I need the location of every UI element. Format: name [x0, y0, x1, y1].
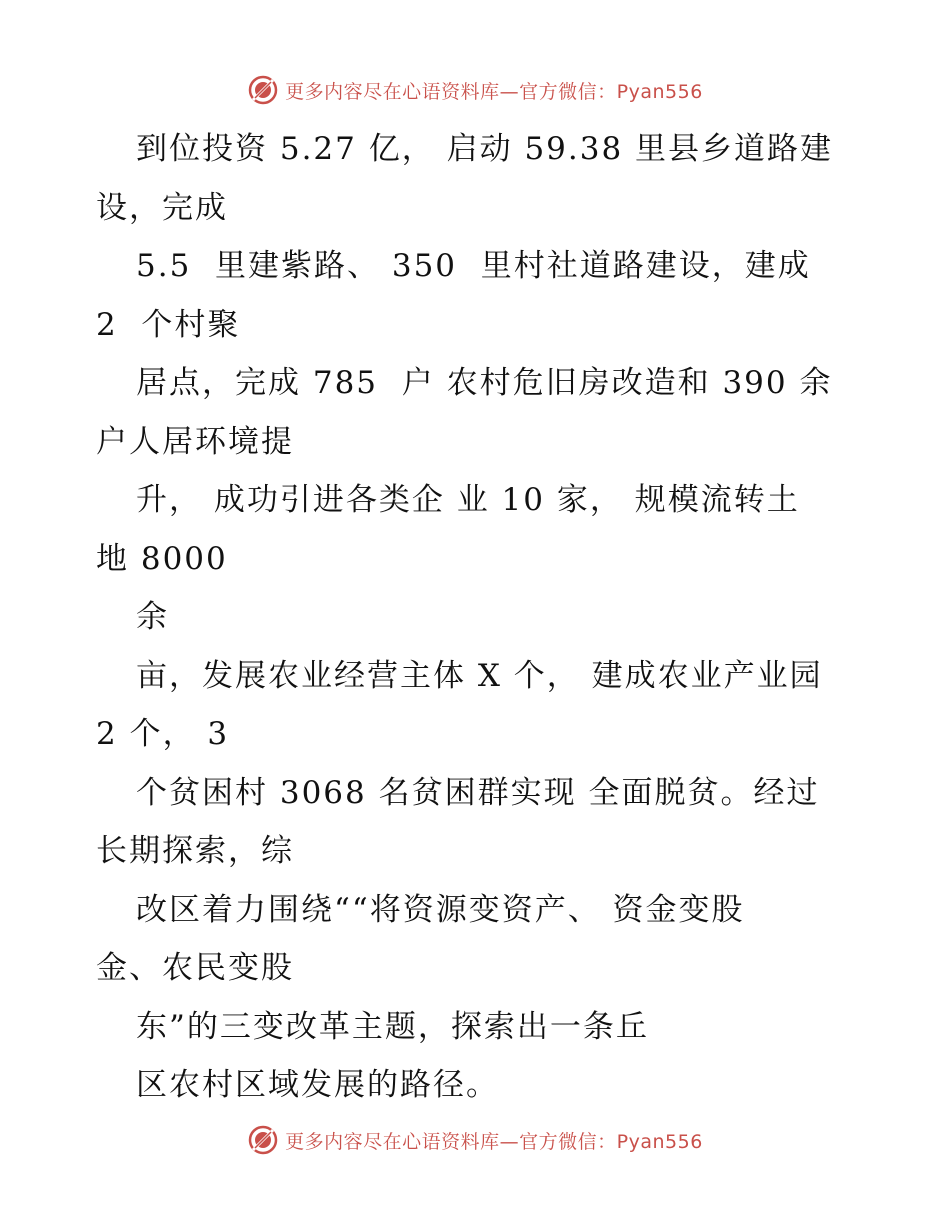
body-text — [96, 120, 866, 1115]
footer-banner-text: 更多内容尽在心语资料库—官方微信：Pyan556 — [285, 1130, 703, 1153]
text-line-1: 到位投资 5.27 亿， 启动 59.38 里县乡道路建 — [136, 131, 834, 167]
text-line-2: 设，完成 — [96, 189, 228, 226]
text-line-8: 地 8000 — [96, 540, 228, 577]
text-line-7: 升， 成功引进各类企 业 10 家， 规模流转土 — [136, 482, 800, 518]
header-watermark-banner — [0, 70, 950, 110]
pen-logo-icon — [247, 1124, 279, 1156]
text-line-16: 东”的三变改革主题，探索出一条丘 — [136, 1008, 649, 1045]
header-banner-text: 更多内容尽在心语资料库—官方微信：Pyan556 — [285, 80, 703, 103]
text-line-4: 2 个村聚 — [96, 306, 241, 343]
text-line-12: 个贫困村 3068 名贫困群实现 全面脱贫。经过 — [136, 774, 820, 811]
text-line-6: 户人居环境提 — [96, 423, 294, 460]
text-line-5: 居点，完成 785 户 农村危旧房改造和 390 余 — [136, 365, 833, 401]
text-line-15: 金、农民变股 — [96, 950, 294, 986]
text-line-17: 区农村区域发展的路径。 — [136, 1067, 499, 1103]
footer-watermark-banner — [0, 1120, 950, 1160]
text-line-14: 改区着力围绕““将资源变资产、 资金变股 — [136, 891, 745, 928]
text-line-11: 2 个， 3 — [96, 716, 230, 752]
pen-logo-icon — [247, 74, 279, 106]
text-line-3: 5.5 里建紫路、 350 里村社道路建设，建成 — [136, 248, 811, 284]
text-line-10: 亩，发展农业经营主体 X 个， 建成农业产业园 — [136, 657, 823, 694]
text-line-9: 余 — [136, 599, 169, 635]
text-line-13: 长期探索，综 — [96, 833, 294, 869]
